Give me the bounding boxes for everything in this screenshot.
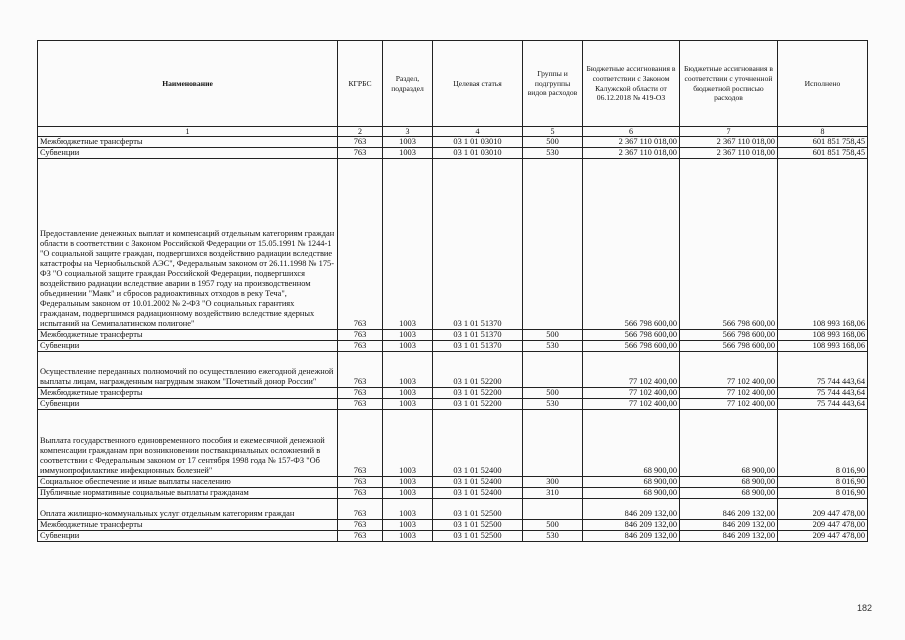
column-number: 6 — [583, 127, 680, 137]
row-kgrbs: 763 — [338, 341, 383, 352]
table-row — [38, 399, 868, 410]
row-executed-amount: 601 851 758,45 — [778, 148, 868, 159]
row-section: 1003 — [383, 148, 433, 159]
row-section: 1003 — [383, 531, 433, 542]
row-refined-amount: 68 900,00 — [680, 477, 778, 488]
row-law-amount: 68 900,00 — [583, 488, 680, 499]
row-refined-amount: 2 367 110 018,00 — [680, 137, 778, 148]
table-row — [38, 148, 868, 159]
table-row — [38, 488, 868, 499]
row-name: Межбюджетные трансферты — [38, 520, 338, 531]
row-kgrbs: 763 — [338, 137, 383, 148]
header-refined-assignments: Бюджетные ассигнования в соответствии с уточненной бюджетной росписью расходов — [680, 41, 778, 127]
row-target: 03 1 01 52200 — [433, 352, 523, 388]
row-group: 300 — [523, 477, 583, 488]
row-kgrbs: 763 — [338, 410, 383, 477]
row-kgrbs: 763 — [338, 399, 383, 410]
row-section: 1003 — [383, 410, 433, 477]
header-executed: Исполнено — [778, 41, 868, 127]
column-number: 7 — [680, 127, 778, 137]
row-law-amount: 566 798 600,00 — [583, 341, 680, 352]
table-row — [38, 499, 868, 520]
row-executed-amount: 209 447 478,00 — [778, 499, 868, 520]
row-name: Субвенции — [38, 531, 338, 542]
header-target: Целевая статья — [433, 41, 523, 127]
row-law-amount: 68 900,00 — [583, 410, 680, 477]
row-name: Межбюджетные трансферты — [38, 388, 338, 399]
column-number: 4 — [433, 127, 523, 137]
row-kgrbs: 763 — [338, 520, 383, 531]
column-number: 8 — [778, 127, 868, 137]
row-law-amount: 2 367 110 018,00 — [583, 137, 680, 148]
row-refined-amount: 77 102 400,00 — [680, 352, 778, 388]
header-groups: Группы и подгруппы видов расходов — [523, 41, 583, 127]
table-row — [38, 388, 868, 399]
row-law-amount: 846 209 132,00 — [583, 520, 680, 531]
row-kgrbs: 763 — [338, 330, 383, 341]
row-target: 03 1 01 52500 — [433, 531, 523, 542]
row-section: 1003 — [383, 388, 433, 399]
row-group — [523, 410, 583, 477]
row-group: 500 — [523, 330, 583, 341]
row-target: 03 1 01 52200 — [433, 388, 523, 399]
row-executed-amount: 108 993 168,06 — [778, 341, 868, 352]
row-law-amount: 846 209 132,00 — [583, 531, 680, 542]
row-kgrbs: 763 — [338, 488, 383, 499]
row-target: 03 1 01 03010 — [433, 148, 523, 159]
row-kgrbs: 763 — [338, 477, 383, 488]
row-refined-amount: 77 102 400,00 — [680, 388, 778, 399]
row-law-amount: 77 102 400,00 — [583, 388, 680, 399]
row-executed-amount: 8 016,90 — [778, 477, 868, 488]
row-executed-amount: 8 016,90 — [778, 410, 868, 477]
row-refined-amount: 846 209 132,00 — [680, 499, 778, 520]
row-group: 530 — [523, 531, 583, 542]
row-name: Оплата жилищно-коммунальных услуг отдельным категориям граждан — [38, 499, 338, 520]
row-kgrbs: 763 — [338, 148, 383, 159]
table-row — [38, 410, 868, 477]
table-row — [38, 477, 868, 488]
row-refined-amount: 566 798 600,00 — [680, 159, 778, 330]
row-name: Публичные нормативные социальные выплаты гражданам — [38, 488, 338, 499]
header-row — [38, 41, 868, 127]
row-section: 1003 — [383, 488, 433, 499]
header-section: Раздел, подраздел — [383, 41, 433, 127]
row-kgrbs: 763 — [338, 531, 383, 542]
row-law-amount: 77 102 400,00 — [583, 352, 680, 388]
budget-execution-table — [37, 40, 868, 542]
header-kgrbs: КГРБС — [338, 41, 383, 127]
row-name: Осуществление переданных полномочий по осуществлению ежегодной денежной выплаты лицам, награжденным нагрудным знаком "Почетный донор России" — [38, 352, 338, 388]
table-row — [38, 159, 868, 330]
row-kgrbs: 763 — [338, 352, 383, 388]
row-section: 1003 — [383, 520, 433, 531]
row-group — [523, 352, 583, 388]
row-refined-amount: 566 798 600,00 — [680, 330, 778, 341]
row-target: 03 1 01 52400 — [433, 488, 523, 499]
column-number: 3 — [383, 127, 433, 137]
row-executed-amount: 108 993 168,06 — [778, 159, 868, 330]
row-name: Субвенции — [38, 341, 338, 352]
row-target: 03 1 01 52500 — [433, 499, 523, 520]
table-row — [38, 341, 868, 352]
row-kgrbs: 763 — [338, 159, 383, 330]
row-name: Межбюджетные трансферты — [38, 137, 338, 148]
row-target: 03 1 01 51370 — [433, 159, 523, 330]
row-target: 03 1 01 52500 — [433, 520, 523, 531]
row-target: 03 1 01 52400 — [433, 410, 523, 477]
row-refined-amount: 77 102 400,00 — [680, 399, 778, 410]
row-group: 310 — [523, 488, 583, 499]
row-refined-amount: 846 209 132,00 — [680, 531, 778, 542]
row-group: 500 — [523, 388, 583, 399]
row-executed-amount: 8 016,90 — [778, 488, 868, 499]
row-group — [523, 499, 583, 520]
row-target: 03 1 01 52200 — [433, 399, 523, 410]
header-law-assignments: Бюджетные ассигнования в соответствии с Законом Калужской области от 06.12.2018 № 419-ОЗ — [583, 41, 680, 127]
row-group: 500 — [523, 137, 583, 148]
row-section: 1003 — [383, 477, 433, 488]
row-refined-amount: 846 209 132,00 — [680, 520, 778, 531]
column-number: 2 — [338, 127, 383, 137]
row-refined-amount: 566 798 600,00 — [680, 341, 778, 352]
row-section: 1003 — [383, 352, 433, 388]
table-row — [38, 520, 868, 531]
row-executed-amount: 209 447 478,00 — [778, 520, 868, 531]
row-law-amount: 566 798 600,00 — [583, 159, 680, 330]
column-number: 1 — [38, 127, 338, 137]
row-executed-amount: 75 744 443,64 — [778, 352, 868, 388]
row-executed-amount: 601 851 758,45 — [778, 137, 868, 148]
row-kgrbs: 763 — [338, 388, 383, 399]
table-row — [38, 352, 868, 388]
row-executed-amount: 75 744 443,64 — [778, 388, 868, 399]
row-name: Выплата государственного единовременного пособия и ежемесячной денежной компенсации гражданам при возникновении поствакцинальных осложнений в соответствии с Федеральным законом от 17 сентября 1998 года № 157-ФЗ "Об иммунопрофилактике инфекционных болезней" — [38, 410, 338, 477]
row-group — [523, 159, 583, 330]
row-group: 530 — [523, 341, 583, 352]
row-name: Межбюджетные трансферты — [38, 330, 338, 341]
page-number: 182 — [856, 603, 872, 613]
row-section: 1003 — [383, 341, 433, 352]
row-section: 1003 — [383, 499, 433, 520]
row-law-amount: 2 367 110 018,00 — [583, 148, 680, 159]
table-row — [38, 137, 868, 148]
row-law-amount: 846 209 132,00 — [583, 499, 680, 520]
row-section: 1003 — [383, 399, 433, 410]
column-number: 5 — [523, 127, 583, 137]
row-executed-amount: 209 447 478,00 — [778, 531, 868, 542]
table-row — [38, 531, 868, 542]
row-section: 1003 — [383, 159, 433, 330]
row-name: Предоставление денежных выплат и компенсаций отдельным категориям граждан области в соответствии с Законом Российской Федерации от 15.05.1991 № 1244-1 "О социальной защите граждан, подвергшихся воздействию радиации вследствие катастрофы на Чернобыльской АЭС", Федеральным законом от 26.11.1998 № 175-ФЗ "О социальной защите граждан Российской Федерации, подвергшихся воздействию радиации вследствие аварии в 1957 году на производственном объединении "Маяк" и сбросов радиоактивных отходов в реку Теча", Федеральным законом от 10.01.2002 № 2-ФЗ "О социальных гарантиях гражданам, подвергшимся радиационному воздействию вследствие ядерных испытаний на Семипалатинском полигоне" — [38, 159, 338, 330]
row-target: 03 1 01 52400 — [433, 477, 523, 488]
row-kgrbs: 763 — [338, 499, 383, 520]
row-section: 1003 — [383, 330, 433, 341]
row-name: Субвенции — [38, 148, 338, 159]
row-refined-amount: 68 900,00 — [680, 488, 778, 499]
row-refined-amount: 2 367 110 018,00 — [680, 148, 778, 159]
row-target: 03 1 01 51370 — [433, 341, 523, 352]
row-executed-amount: 108 993 168,06 — [778, 330, 868, 341]
row-law-amount: 566 798 600,00 — [583, 330, 680, 341]
row-target: 03 1 01 51370 — [433, 330, 523, 341]
row-name: Социальное обеспечение и иные выплаты населению — [38, 477, 338, 488]
row-executed-amount: 75 744 443,64 — [778, 399, 868, 410]
row-target: 03 1 01 03010 — [433, 137, 523, 148]
table-row — [38, 330, 868, 341]
row-name: Субвенции — [38, 399, 338, 410]
row-group: 530 — [523, 148, 583, 159]
row-group: 500 — [523, 520, 583, 531]
row-law-amount: 68 900,00 — [583, 477, 680, 488]
row-refined-amount: 68 900,00 — [680, 410, 778, 477]
row-law-amount: 77 102 400,00 — [583, 399, 680, 410]
row-group: 530 — [523, 399, 583, 410]
header-name: Наименование — [38, 41, 338, 127]
column-number-row — [38, 127, 868, 137]
row-section: 1003 — [383, 137, 433, 148]
